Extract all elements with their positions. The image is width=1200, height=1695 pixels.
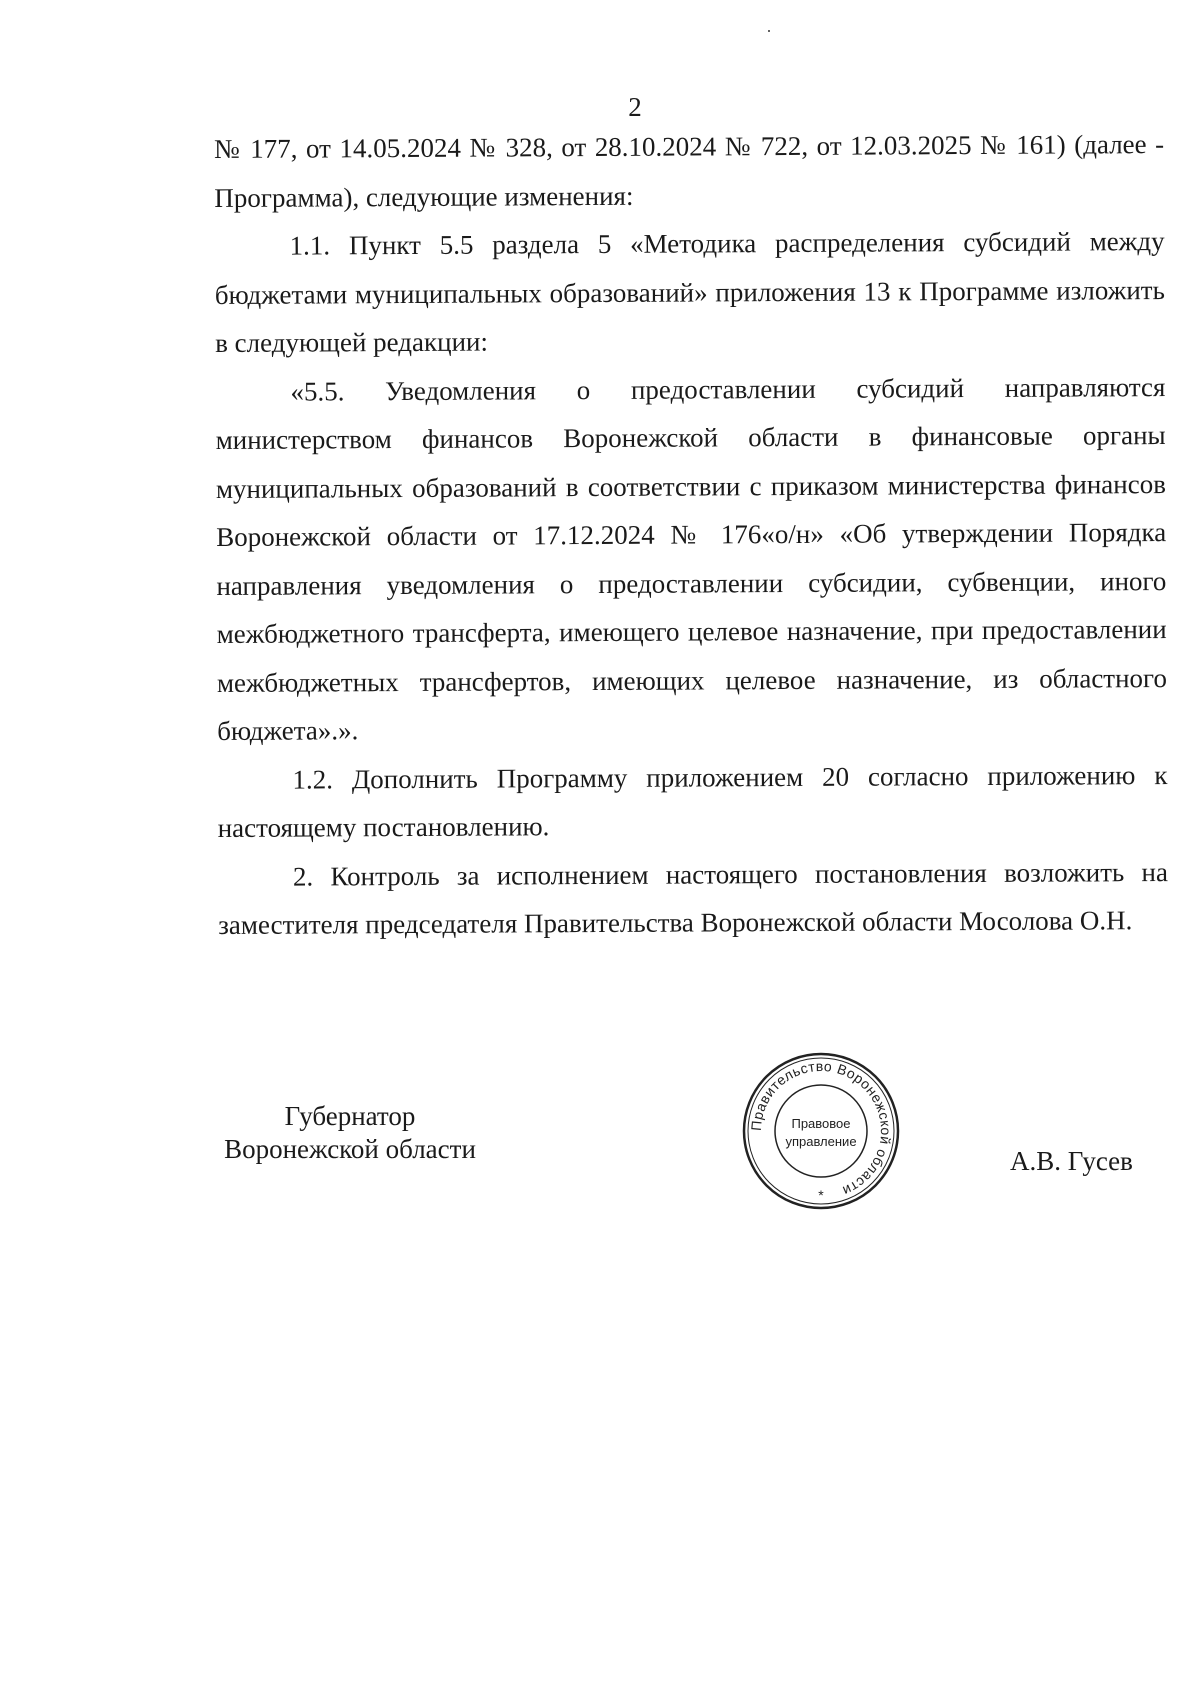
- seal-outer-text: Правительство Воронежской области: [747, 1057, 895, 1200]
- paragraph-intro: № 177, от 14.05.2024 № 328, от 28.10.2024 № 722, от 12.03.2025 № 161) (далее - Программа), следующие изменения:: [214, 129, 1165, 213]
- signatory-title: Губернатор: [284, 1101, 416, 1131]
- paragraph-5-5-quote: «5.5. Уведомления о предоставлении субсидий направляются министерством финансов Воронежской области в финансовые органы муниципальных образований в соответствии с приказом министерства финансов Воронежской области от 17.12.2024 № 176«о/н» «Об утверждении Порядка направления уведомления о предоставлении субсидии, субвенции, иного межбюджетного трансферта, имеющего целевое назначение, при предоставлении межбюджетных трансфертов, имеющих целевое назначение, из областного бюджета».».: [215, 371, 1167, 746]
- signatory-region: Воронежской области: [224, 1134, 476, 1164]
- seal-inner-line1: Правовое: [791, 1116, 851, 1131]
- official-seal-stamp: [740, 1050, 902, 1212]
- scan-speck: [768, 30, 770, 32]
- page-number: 2: [628, 92, 642, 122]
- seal-star: *: [818, 1187, 824, 1203]
- seal-inner-line2: управление: [785, 1134, 857, 1149]
- signatory-name: А.В. Гусев: [1010, 1146, 1133, 1176]
- paragraph-1-1: 1.1. Пункт 5.5 раздела 5 «Методика распределения субсидий между бюджетами муниципальных образований» приложения 13 к Программе изложить в следующей редакции:: [214, 226, 1165, 358]
- paragraph-1-2: 1.2. Дополнить Программу приложением 20 согласно приложению к настоящему постановлению.: [217, 759, 1168, 843]
- document-body: [214, 120, 1168, 949]
- paragraph-2: 2. Контроль за исполнением настоящего постановления возложить на заместителя председателя Правительства Воронежской области Мосолова О.Н.: [218, 856, 1169, 940]
- signatory-position: [205, 1100, 495, 1166]
